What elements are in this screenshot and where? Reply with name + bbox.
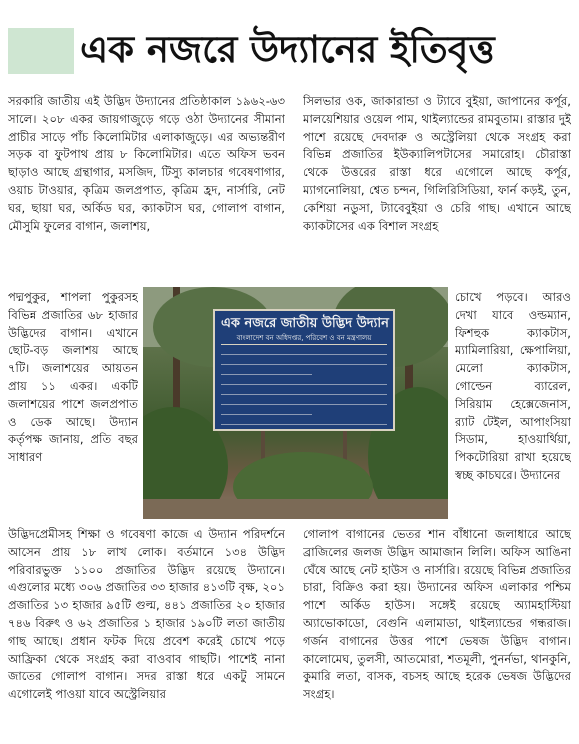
sign-subtitle: বাংলাদেশ বন অধিদপ্তর, পরিবেশ ও বন মন্ত্রণালয় — [221, 333, 387, 345]
article-column-1-bottom — [8, 526, 285, 740]
garden-photo — [143, 287, 448, 519]
article-column-1-beside-photo — [8, 289, 138, 525]
article-column-2-top — [303, 93, 571, 289]
article-column-2-bottom — [303, 526, 571, 740]
article-paragraph: সরকারি জাতীয় এই উদ্ভিদ উদ্যানের প্রতিষ্ঠাকাল ১৯৬২-৬৩ সালে। ২০৮ একর জায়গাজুড়ে গড়ে ওঠা উদ্যানের সীমানা প্রাচীর সাড়ে পাঁচ কিলোমিটার এলাকাজুড়ে। এর অভ্যন্তরীণ সড়ক বা ফুটপাথ প্রায় ৮ কিলোমিটার। এতে অফিস ভবন ছাড়াও আছে গ্রন্থাগার, মসজিদ, টিস্যু কালচার গবেষণাগার, ওয়াচ টাওয়ার, কৃত্রিম জলপ্রপাত, কৃত্রিম হ্রদ, নার্সারি, নেট ঘর, ছায়া ঘর, অর্কিড ঘর, ক্যাকটাস ঘর, গোলাপ বাগান, মৌসুমি ফুলের বাগান, জলাশয়, — [8, 94, 285, 233]
article-paragraph: গোলাপ বাগানের ভেতর শান বাঁধানো জলাধারে আছে ব্রাজিলের জলজ উদ্ভিদ আমাজান লিলি। অফিস আঙিনা ঘেঁষে আছে নেট হাউস ও নার্সারি। রয়েছে বিভিন্ন প্রজাতির চারা, বিক্রিও করা হয়। উদ্যানের অফিস এলাকার পশ্চিম পাশে অর্কিড হাউস। সঙ্গেই রয়েছে অ্যামহাস্টিয়া অ্যাভোকাডো, বেগুনি এলামাডা, থাইল্যান্ডের গন্ধরাজ। গর্জন বাগানের উত্তর পাশে ভেষজ উদ্ভিদ বাগান। কালোমেঘ, তুলসী, আতমোরা, শতমূলী, পুনর্নভা, থানকুনি, কুমারি লতা, বাসক, বচসহ আছে হরেক ভেষজ উদ্ভিদের সংগ্রহ। — [303, 527, 571, 702]
ground — [143, 499, 448, 519]
article-paragraph: সিলভার ওক, জাকারান্ডা ও ট্যাবে বুইয়া, জাপানের কর্পূর, মালয়েশিয়ার ওয়েল পাম, থাইল্যান্ডের রামবুতাম। রাস্তার দুই পাশে রয়েছে দেবদারু ও অস্ট্রেলিয়া থেকে সংগ্রহ করা বিভিন্ন প্রজাতির ইউক্যালিপটাসের সমারোহ। চৌরাস্তা থেকে উত্তরের রাস্তা ধরে এগোলে আছে কর্পূর, ম্যাগনোলিয়া, শ্বেত চন্দন, গিলিরিসিডিয়া, ফার্ন কড়ই, তুন, কেশিয়া নডুসা, ট্যাবেবুইয়া ও চেরি গাছ। এখানে আছে ক্যাকটাসের এক বিশাল সংগ্রহ — [303, 94, 571, 233]
sign-title: এক নজরে জাতীয় উদ্ভিদ উদ্যান — [221, 316, 389, 331]
sign-text-lines — [221, 348, 387, 431]
article-paragraph: উদ্ভিদপ্রেমীসহ শিক্ষা ও গবেষণা কাজে এ উদ্যান পরিদর্শনে আসেন প্রায় ১৮ লাখ লোক। বর্তমানে ১৩৪ উদ্ভিদ পরিবারভুক্ত ১১০০ প্রজাতির উদ্ভিদ রয়েছে উদ্যানে। এগুলোর মধ্যে ৩০৬ প্রজাতির ৩৩ হাজার ৪১৩টি বৃক্ষ, ২০১ প্রজাতির ১৩ হাজার ৯৫টি গুল্ম, ৪৪১ প্রজাতির ২০ হাজার ৭৪৬ বিরুৎ ও ৬২ প্রজাতির ১ হাজার ১৯০টি লতা জাতীয় গাছ আছে। প্রধান ফটক দিয়ে প্রবেশ করেই চোখে পড়ে আফ্রিকা থেকে সংগ্রহ করা বাওবাব গাছটি। পাশেই নানা জাতের গোলাপ বাগান। সদর রাস্তা ধরে একটু সামনে এগোলেই পাওয়া যাবে অস্ট্রেলিয়ার — [8, 527, 285, 702]
information-signboard — [213, 309, 395, 431]
article-column-1-top — [8, 93, 285, 289]
headline: এক নজরে উদ্যানের ইতিবৃত্ত — [80, 28, 495, 71]
article-column-2-beside-photo — [455, 289, 571, 525]
article-paragraph: পদ্মপুকুর, শাপলা পুকুরসহ বিভিন্ন প্রজাতির ৬৮ হাজার উদ্ভিদের বাগান। এখানে ছোট-বড় জলাশয় আছে ৭টি। জলাশয়ের আয়তন প্রায় ১১ একর। একটি জলাশয়ের পাশে জলপ্রপাত ও ডেক আছে। উদ্যান কর্তৃপক্ষ জানায়, প্রতি বছর সাধারণ — [8, 290, 138, 465]
headline-accent-box — [8, 28, 74, 74]
article-paragraph: চোখে পড়বে। আরও দেখা যাবে ওল্ডম্যান, ফিশহুক ক্যাকটাস, ম্যামিলারিয়া, ক্ষেপালিয়া, মেলো ক্যাকটাস, গোল্ডেন ব্যারেল, সিরিয়াম হেক্সেজেনাস, র‍্যাট টেইল, আপাংসিয়া সিডাম, হাওয়ার্থিয়া, পিকটোরিয়া রাখা হয়েছে স্বচ্ছ কাচঘরে। উদ্যানের — [455, 290, 571, 482]
